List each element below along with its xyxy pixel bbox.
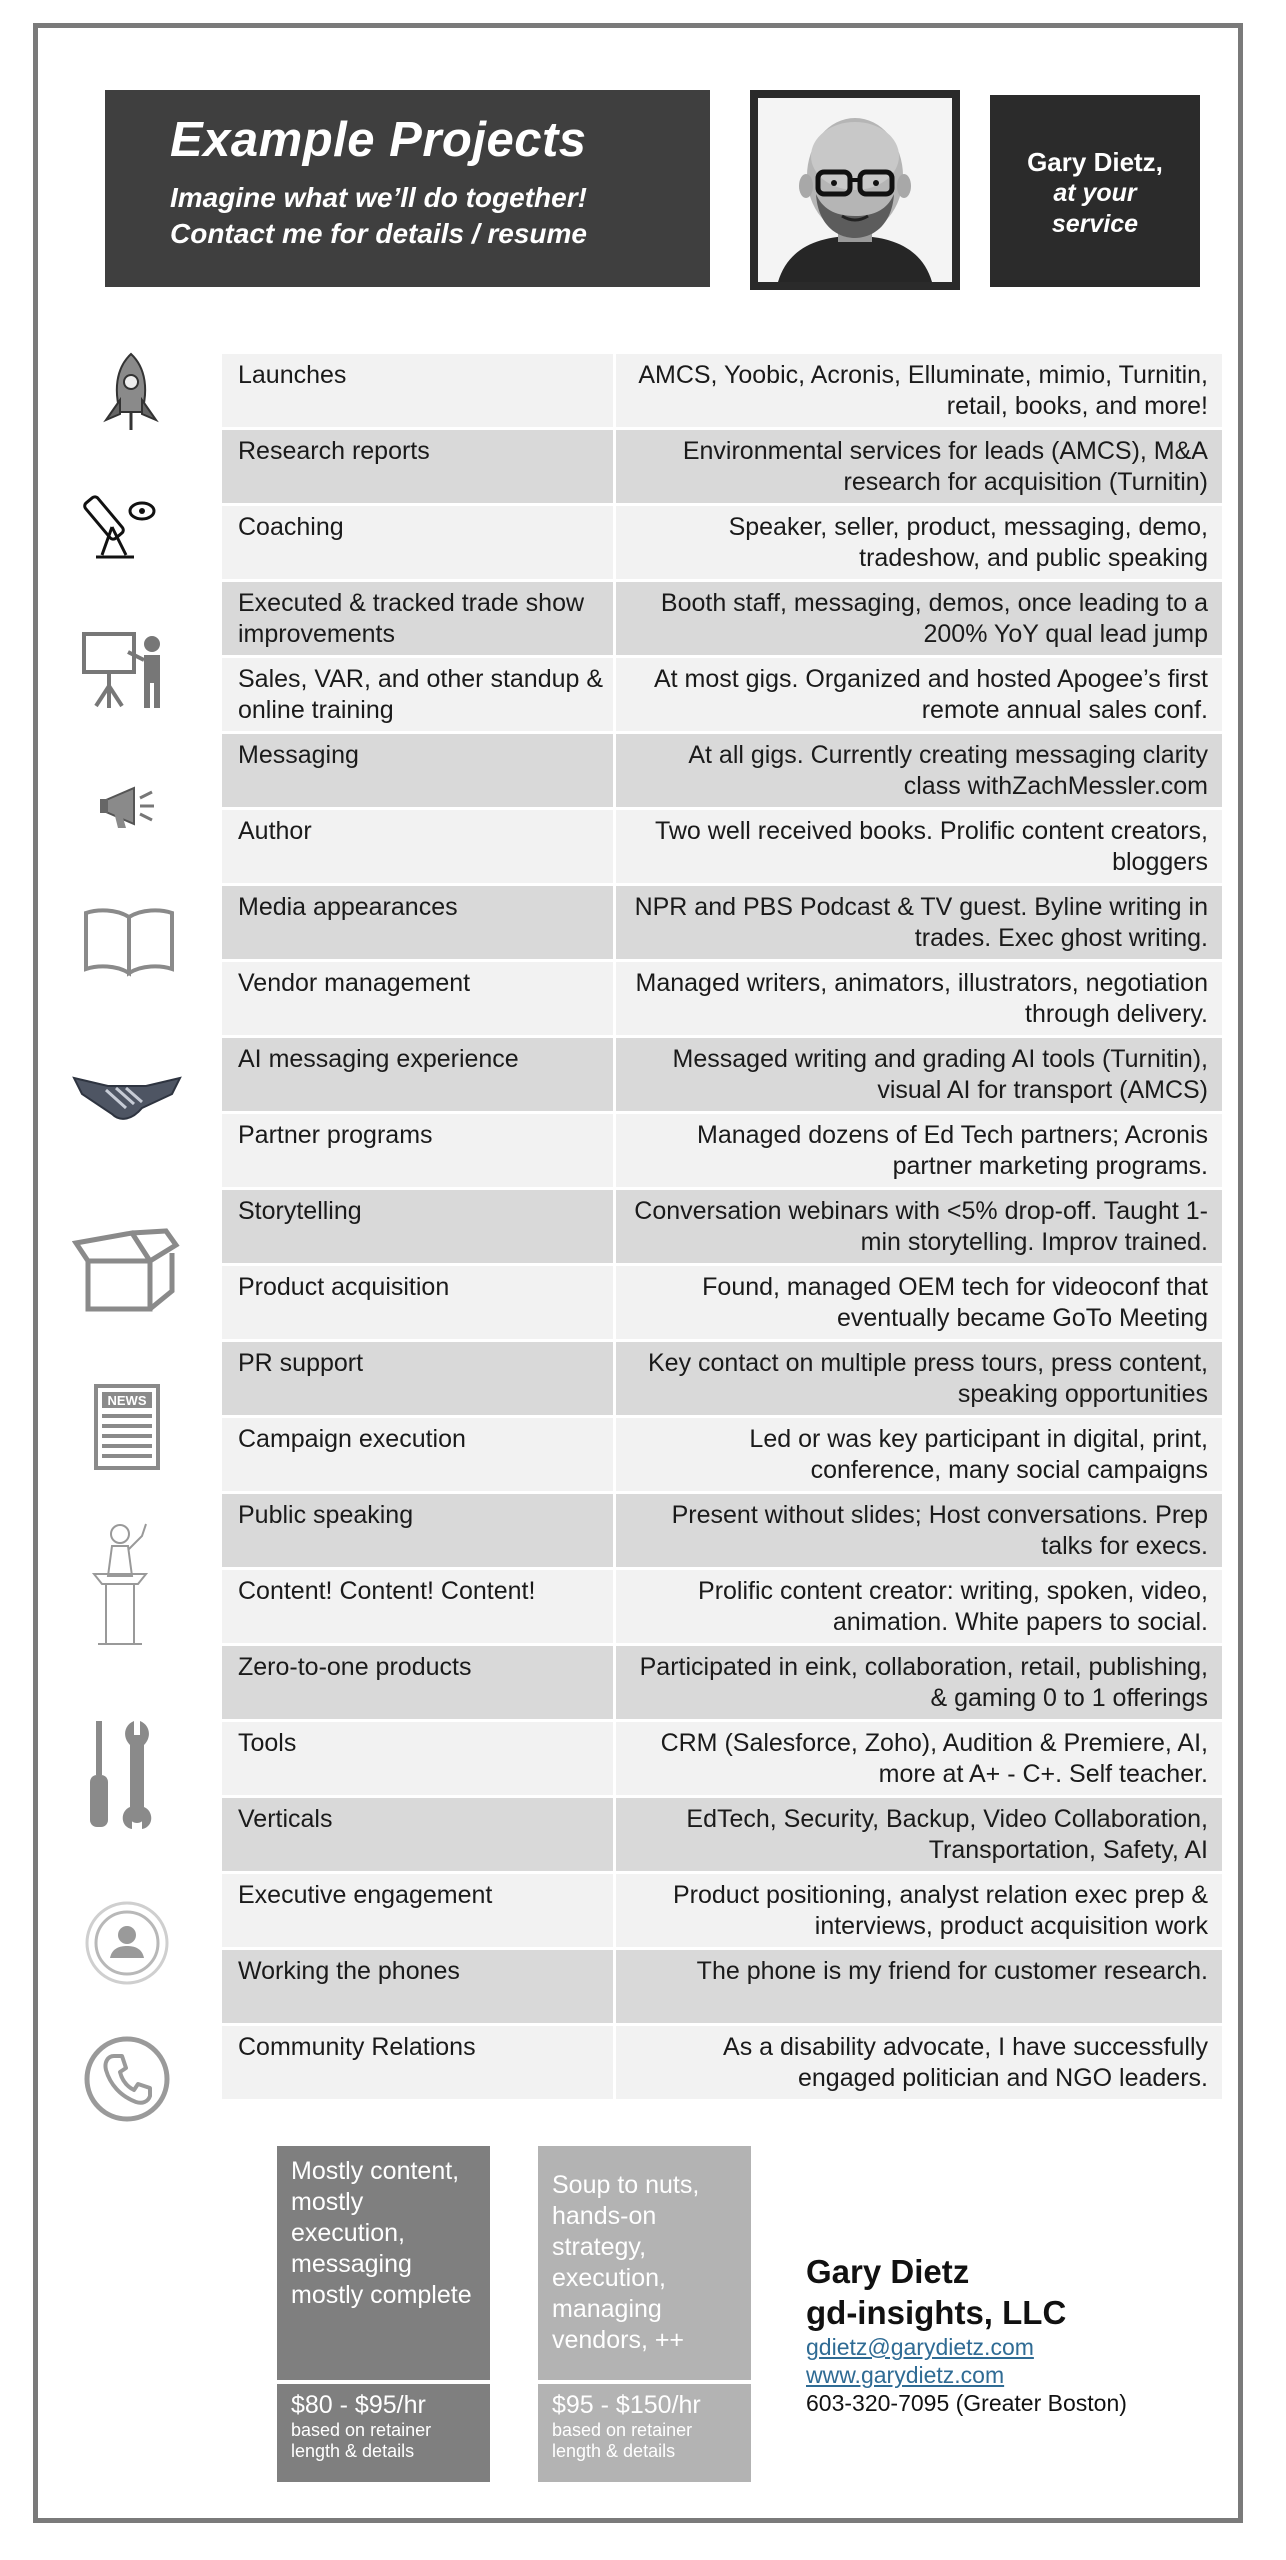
row-detail: Key contact on multiple press tours, press content, speaking opportunities — [616, 1342, 1222, 1415]
row-detail: NPR and PBS Podcast & TV guest. Byline writing in trades. Exec ghost writing. — [616, 886, 1222, 959]
row-label: Zero-to-one products — [222, 1646, 613, 1719]
svg-text:NEWS: NEWS — [107, 1393, 147, 1408]
row-detail: The phone is my friend for customer research. — [616, 1950, 1222, 2023]
row-label: Author — [222, 810, 613, 883]
table-row — [222, 734, 1222, 807]
table-row — [222, 1950, 1222, 2023]
header-title-box — [105, 90, 710, 287]
row-detail: Managed dozens of Ed Tech partners; Acronis partner marketing programs. — [616, 1114, 1222, 1187]
table-row — [222, 810, 1222, 883]
table-row — [222, 2026, 1222, 2099]
table-row — [222, 430, 1222, 503]
table-row — [222, 962, 1222, 1035]
row-label: Sales, VAR, and other standup & online training — [222, 658, 613, 731]
table-row — [222, 1342, 1222, 1415]
row-detail: Conversation webinars with <5% drop-off. Taught 1-min storytelling. Improv trained. — [616, 1190, 1222, 1263]
row-detail: Prolific content creator: writing, spoken, video, animation. White papers to social. — [616, 1570, 1222, 1643]
contact-name: Gary Dietz — [806, 2253, 970, 2290]
row-label: Executive engagement — [222, 1874, 613, 1947]
row-detail: Found, managed OEM tech for videoconf that eventually became GoTo Meeting — [616, 1266, 1222, 1339]
pricing-card-full — [538, 2146, 751, 2482]
header-subtitle-line-1: Imagine what we’ll do together! — [170, 182, 587, 213]
contact-block — [806, 2251, 1226, 2417]
row-label: Community Relations — [222, 2026, 613, 2099]
pricing-rate-box — [538, 2384, 751, 2482]
table-row — [222, 1266, 1222, 1339]
row-detail: At most gigs. Organized and hosted Apogee’s first remote annual sales conf. — [616, 658, 1222, 731]
row-label: PR support — [222, 1342, 613, 1415]
row-label: Executed & tracked trade show improvements — [222, 582, 613, 655]
pricing-card-basic — [277, 2146, 490, 2482]
tools-icon — [82, 1717, 164, 1832]
row-label: Media appearances — [222, 886, 613, 959]
speaker-podium-icon — [80, 1518, 170, 1648]
row-label: Campaign execution — [222, 1418, 613, 1491]
name-tag-line-2: service — [1051, 210, 1139, 238]
row-label: Research reports — [222, 430, 613, 503]
row-detail: Speaker, seller, product, messaging, demo, tradeshow, and public speaking — [616, 506, 1222, 579]
row-label: Messaging — [222, 734, 613, 807]
table-row — [222, 1038, 1222, 1111]
telescope-icon — [82, 483, 164, 563]
handshake-icon — [72, 1068, 182, 1128]
header-subtitle-line-2: Contact me for details / resume — [170, 218, 588, 249]
row-label: Content! Content! Content! — [222, 1570, 613, 1643]
page-title: Example Projects — [170, 113, 587, 167]
pricing-note-line-1: based on retainer — [552, 2420, 693, 2440]
table-row — [222, 1418, 1222, 1491]
pricing-note-line-2: length & details — [552, 2441, 676, 2461]
row-detail: Present without slides; Host conversations. Prep talks for execs. — [616, 1494, 1222, 1567]
row-detail: Booth staff, messaging, demos, once leading to a 200% YoY qual lead jump — [616, 582, 1222, 655]
row-detail: Product positioning, analyst relation exec prep & interviews, product acquisition work — [616, 1874, 1222, 1947]
row-label: Coaching — [222, 506, 613, 579]
table-row — [222, 1494, 1222, 1567]
table-row — [222, 506, 1222, 579]
table-row — [222, 658, 1222, 731]
row-label: Partner programs — [222, 1114, 613, 1187]
table-row — [222, 886, 1222, 959]
row-label: Storytelling — [222, 1190, 613, 1263]
name-tag-name: Gary Dietz, — [1027, 147, 1163, 177]
table-row — [222, 1722, 1222, 1795]
row-detail: Two well received books. Prolific content creators, bloggers — [616, 810, 1222, 883]
table-row — [222, 1570, 1222, 1643]
person-circle-icon — [84, 1900, 170, 1986]
pricing-description: Soup to nuts, hands-on strategy, execution, managing vendors, ++ — [538, 2146, 751, 2380]
pricing-note-line-1: based on retainer — [291, 2420, 432, 2440]
contact-phone: 603-320-7095 (Greater Boston) — [806, 2390, 1127, 2416]
row-label: AI messaging experience — [222, 1038, 613, 1111]
newspaper-icon — [92, 1382, 162, 1472]
table-row — [222, 354, 1222, 427]
open-book-icon — [80, 905, 178, 977]
row-detail: CRM (Salesforce, Zoho), Audition & Premiere, AI, more at A+ - C+. Self teacher. — [616, 1722, 1222, 1795]
caricature-portrait — [758, 98, 952, 282]
row-detail: Environmental services for leads (AMCS), M&A research for acquisition (Turnitin) — [616, 430, 1222, 503]
row-label: Product acquisition — [222, 1266, 613, 1339]
row-detail: At all gigs. Currently creating messaging clarity class withZachMessler.com — [616, 734, 1222, 807]
phone-icon — [82, 2034, 172, 2124]
table-row — [222, 1874, 1222, 1947]
pricing-note-line-2: length & details — [291, 2441, 415, 2461]
row-label: Vendor management — [222, 962, 613, 1035]
megaphone-icon — [98, 782, 158, 832]
row-detail: Managed writers, animators, illustrators, negotiation through delivery. — [616, 962, 1222, 1035]
name-tag-line-1: at your — [1053, 179, 1137, 207]
row-detail: As a disability advocate, I have successfully engaged politician and NGO leaders. — [616, 2026, 1222, 2099]
table-row — [222, 1798, 1222, 1871]
pricing-rate: $80 - $95/hr — [291, 2391, 426, 2419]
row-detail: EdTech, Security, Backup, Video Collaboration, Transportation, Safety, AI — [616, 1798, 1222, 1871]
contact-website-link[interactable]: www.garydietz.com — [806, 2362, 1005, 2388]
row-detail: Participated in eink, collaboration, retail, publishing, & gaming 0 to 1 offerings — [616, 1646, 1222, 1719]
table-row — [222, 1190, 1222, 1263]
avatar — [750, 90, 960, 290]
projects-table — [222, 354, 1222, 2102]
row-label: Working the phones — [222, 1950, 613, 2023]
row-label: Public speaking — [222, 1494, 613, 1567]
row-label: Verticals — [222, 1798, 613, 1871]
pricing-rate-box — [277, 2384, 490, 2482]
row-label: Tools — [222, 1722, 613, 1795]
row-detail: AMCS, Yoobic, Acronis, Elluminate, mimio, Turnitin, retail, books, and more! — [616, 354, 1222, 427]
contact-company: gd-insights, LLC — [806, 2294, 1067, 2331]
rocket-icon — [96, 350, 166, 435]
pricing-description: Mostly content, mostly execution, messaging mostly complete — [277, 2146, 490, 2380]
row-detail: Messaged writing and grading AI tools (Turnitin), visual AI for transport (AMCS) — [616, 1038, 1222, 1111]
name-tag — [990, 95, 1200, 287]
contact-email-link[interactable]: gdietz@garydietz.com — [806, 2334, 1034, 2360]
row-detail: Led or was key participant in digital, print, conference, many social campaigns — [616, 1418, 1222, 1491]
open-box-icon — [72, 1225, 182, 1313]
row-label: Launches — [222, 354, 613, 427]
table-row — [222, 582, 1222, 655]
pricing-rate: $95 - $150/hr — [552, 2391, 701, 2419]
table-row — [222, 1114, 1222, 1187]
presenter-icon — [80, 630, 170, 712]
table-row — [222, 1646, 1222, 1719]
